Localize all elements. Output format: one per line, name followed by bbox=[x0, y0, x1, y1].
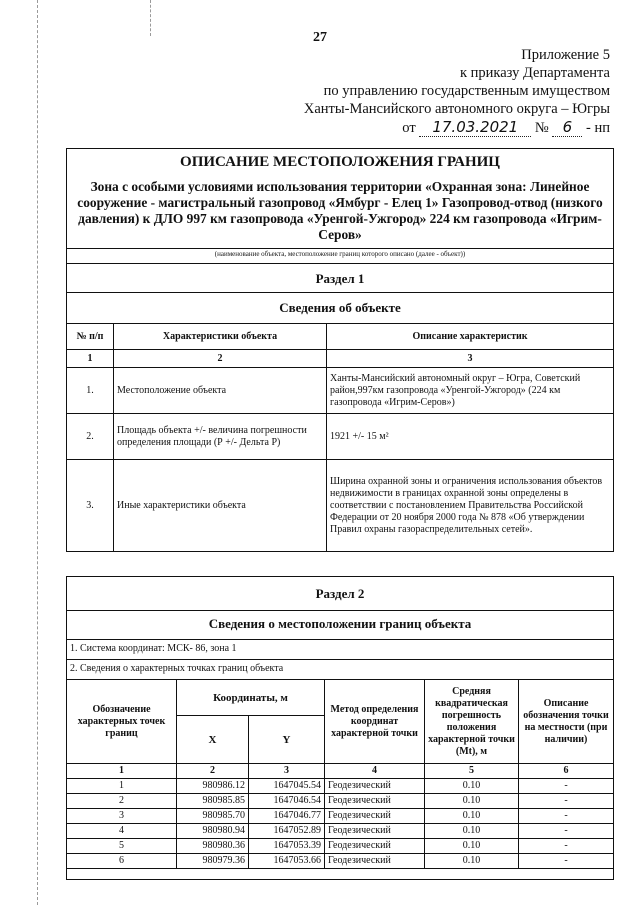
point-id: 5 bbox=[67, 839, 177, 854]
coordinate-system: 1. Система координат: МСК- 86, зона 1 bbox=[70, 643, 237, 654]
method: Геодезический bbox=[325, 809, 425, 824]
point-id: 6 bbox=[67, 854, 177, 869]
appendix-line: к приказу Департамента bbox=[459, 65, 610, 81]
col-number: 5 bbox=[425, 764, 519, 779]
col-header-num: № п/п bbox=[67, 324, 114, 350]
table-row bbox=[67, 824, 614, 839]
table-row bbox=[67, 794, 614, 809]
characteristic-value: Ширина охранной зоны и ограничения использования объектов недвижимости в границах охранной зоны определены в соответствии с постановлением Правительства Российской Федерации от 20 ноября 2000 года № 878 «Об утверждении Правил охраны газораспределительных сетей». bbox=[327, 460, 614, 552]
accuracy: 0.10 bbox=[425, 854, 519, 869]
divider bbox=[67, 659, 613, 660]
coord-x: 980986.12 bbox=[177, 779, 249, 794]
page-number: 27 bbox=[313, 30, 327, 45]
point-id: 4 bbox=[67, 824, 177, 839]
order-number: 6 bbox=[552, 118, 582, 137]
table-row bbox=[67, 779, 614, 794]
col-number: 2 bbox=[177, 764, 249, 779]
coord-x: 980980.36 bbox=[177, 839, 249, 854]
number-suffix: - нп bbox=[586, 120, 610, 136]
section1-box bbox=[66, 148, 614, 552]
boundary-points-table bbox=[66, 679, 614, 869]
appendix-date-line bbox=[304, 118, 610, 137]
col-header-accuracy: Средняя квадратическая погрешность положения характерной точки (Mt), м bbox=[425, 680, 519, 764]
characteristic-value: 1921 +/- 15 м² bbox=[327, 414, 614, 460]
row-number: 3. bbox=[67, 460, 114, 552]
divider bbox=[67, 292, 613, 293]
divider bbox=[67, 610, 613, 611]
appendix-header bbox=[304, 46, 610, 137]
col-header-coords: Координаты, м bbox=[177, 680, 325, 716]
col-header-characteristic: Характеристики объекта bbox=[114, 324, 327, 350]
section2-subtitle: Сведения о местоположении границ объекта bbox=[208, 616, 472, 631]
col-header-y: Y bbox=[249, 716, 325, 764]
section1-subtitle: Сведения об объекте bbox=[279, 300, 401, 315]
characteristic-name: Местоположение объекта bbox=[114, 368, 327, 414]
coord-y: 1647052.89 bbox=[249, 824, 325, 839]
appendix-line: Приложение 5 bbox=[521, 47, 610, 63]
point-id: 2 bbox=[67, 794, 177, 809]
col-number: 6 bbox=[519, 764, 614, 779]
section1-title: Раздел 1 bbox=[315, 271, 365, 286]
point-description: - bbox=[519, 809, 614, 824]
divider bbox=[67, 263, 613, 264]
appendix-line: по управлению государственным имуществом bbox=[323, 83, 610, 99]
coord-y: 1647053.66 bbox=[249, 854, 325, 869]
coord-x: 980985.70 bbox=[177, 809, 249, 824]
col-number: 1 bbox=[67, 764, 177, 779]
table-row bbox=[67, 809, 614, 824]
accuracy: 0.10 bbox=[425, 824, 519, 839]
col-number: 3 bbox=[249, 764, 325, 779]
object-info-table bbox=[66, 323, 614, 552]
binding-line bbox=[37, 0, 38, 905]
date-prefix: от bbox=[402, 120, 416, 136]
point-description: - bbox=[519, 839, 614, 854]
col-header-method: Метод определения координат характерной точки bbox=[325, 680, 425, 764]
method: Геодезический bbox=[325, 839, 425, 854]
section2-box bbox=[66, 576, 614, 880]
table-row bbox=[67, 460, 614, 552]
order-date: 17.03.2021 bbox=[419, 118, 531, 137]
method: Геодезический bbox=[325, 824, 425, 839]
method: Геодезический bbox=[325, 794, 425, 809]
divider bbox=[67, 248, 613, 249]
coord-y: 1647046.77 bbox=[249, 809, 325, 824]
col-header-point-description: Описание обозначения точки на местности (при наличии) bbox=[519, 680, 614, 764]
appendix-line: Ханты-Мансийского автономного округа – Югры bbox=[303, 101, 610, 117]
coord-x: 980980.94 bbox=[177, 824, 249, 839]
table-row bbox=[67, 854, 614, 869]
coord-y: 1647046.54 bbox=[249, 794, 325, 809]
divider bbox=[67, 639, 613, 640]
points-body bbox=[67, 779, 614, 869]
coord-y: 1647045.54 bbox=[249, 779, 325, 794]
col-header-x: X bbox=[177, 716, 249, 764]
point-id: 1 bbox=[67, 779, 177, 794]
object-info-table-wrap bbox=[66, 323, 614, 552]
method: Геодезический bbox=[325, 779, 425, 794]
point-description: - bbox=[519, 824, 614, 839]
number-prefix: № bbox=[534, 120, 549, 136]
boundary-points-table-wrap bbox=[66, 679, 614, 869]
coord-y: 1647053.39 bbox=[249, 839, 325, 854]
col-number: 3 bbox=[327, 350, 614, 368]
col-number: 1 bbox=[67, 350, 114, 368]
col-header-description: Описание характеристик bbox=[327, 324, 614, 350]
points-caption: 2. Сведения о характерных точках границ объекта bbox=[70, 663, 284, 674]
characteristic-name: Площадь объекта +/- величина погрешности определения площади (Р +/- Дельта Р) bbox=[114, 414, 327, 460]
row-number: 2. bbox=[67, 414, 114, 460]
point-description: - bbox=[519, 854, 614, 869]
method: Геодезический bbox=[325, 854, 425, 869]
row-number: 1. bbox=[67, 368, 114, 414]
point-id: 3 bbox=[67, 809, 177, 824]
zone-name: Зона с особыми условиями использования территории «Охранная зона: Линейное сооружение - магистральный газопровод «Ямбург - Елец 1» Газопровод-отвод (низкого давления) к ДЛО 997 км газопровода «Уренгой-Ужгород» 224 км газопровода «Игрим-Серов» bbox=[77, 179, 603, 242]
accuracy: 0.10 bbox=[425, 794, 519, 809]
table-row bbox=[67, 368, 614, 414]
point-description: - bbox=[519, 779, 614, 794]
col-number: 2 bbox=[114, 350, 327, 368]
col-header-designation: Обозначение характерных точек границ bbox=[67, 680, 177, 764]
accuracy: 0.10 bbox=[425, 839, 519, 854]
col-number: 4 bbox=[325, 764, 425, 779]
characteristic-name: Иные характеристики объекта bbox=[114, 460, 327, 552]
table-row bbox=[67, 839, 614, 854]
accuracy: 0.10 bbox=[425, 779, 519, 794]
section2-title: Раздел 2 bbox=[315, 586, 365, 601]
document-title: ОПИСАНИЕ МЕСТОПОЛОЖЕНИЯ ГРАНИЦ bbox=[180, 154, 500, 170]
characteristic-value: Ханты-Мансийский автономный округ – Югра, Советский район,997км газопровода «Уренгой-Ужгород» (224 км газопровода «Игрим-Серов») bbox=[327, 368, 614, 414]
coord-x: 980979.36 bbox=[177, 854, 249, 869]
coord-x: 980985.85 bbox=[177, 794, 249, 809]
title-caption: (наименование объекта, местоположение границ которого описано (далее - объект)) bbox=[214, 250, 466, 258]
accuracy: 0.10 bbox=[425, 809, 519, 824]
table-row bbox=[67, 414, 614, 460]
point-description: - bbox=[519, 794, 614, 809]
